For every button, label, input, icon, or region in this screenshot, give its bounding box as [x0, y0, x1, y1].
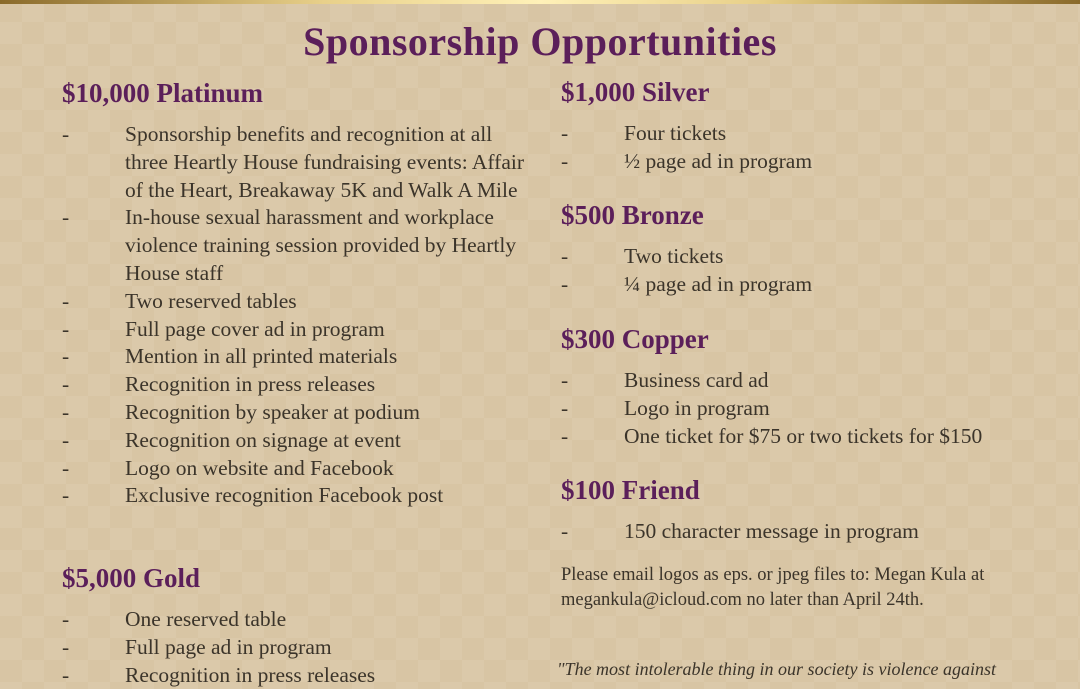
list-item: - Full page ad in program — [62, 634, 532, 662]
dash-bullet: - — [561, 423, 569, 448]
dash-bullet: - — [561, 395, 569, 420]
list-item: - Two tickets — [561, 243, 1061, 271]
list-item: - ½ page ad in program — [561, 148, 1061, 176]
list-item: - Full page cover ad in program — [62, 316, 532, 344]
dash-bullet: - — [561, 519, 569, 543]
list-item: - In-house sexual harassment and workplace violence training session provided by Heartly House staff — [62, 205, 517, 285]
bronze-heading: $500 Bronze — [561, 200, 704, 230]
dash-bullet: - — [62, 607, 70, 631]
list-item: - One ticket for $75 or two tickets for $150 — [561, 423, 1061, 451]
dash-bullet: - — [62, 288, 70, 313]
dash-bullet: - — [62, 205, 70, 230]
dash-bullet: - — [62, 372, 70, 397]
list-item: - Logo in program — [561, 395, 1061, 423]
gold-benefits-list — [62, 606, 532, 689]
list-item: - Sponsorship benefits and recognition at all three Heartly House fundraising events: Affair of the Heart, Breakaway 5K and Walk A Mile — [62, 122, 525, 202]
page-title: Sponsorship Opportunities — [303, 19, 777, 64]
platinum-heading: $10,000 Platinum — [62, 78, 264, 108]
dash-bullet: - — [62, 399, 70, 424]
dash-bullet: - — [561, 271, 569, 296]
dash-bullet: - — [62, 634, 70, 659]
list-item: - Exclusive recognition Facebook post — [62, 482, 532, 510]
platinum-benefits-list — [62, 121, 532, 510]
closing-quote: "The most intolerable thing in our society is violence against — [557, 659, 997, 679]
dash-bullet: - — [62, 662, 70, 687]
list-item: - Recognition on signage at event — [62, 427, 532, 455]
dash-bullet: - — [62, 122, 70, 146]
list-item: - 150 character message in program — [561, 518, 1061, 546]
silver-heading: $1,000 Silver — [561, 77, 710, 107]
dash-bullet: - — [62, 344, 70, 369]
list-item: - Recognition in press releases — [62, 371, 532, 399]
dash-bullet: - — [62, 316, 70, 341]
logo-submission-note: Please email logos as eps. or jpeg files to: Megan Kula at megankula@icloud.com no later than April 24th. — [561, 565, 985, 610]
friend-heading: $100 Friend — [561, 475, 700, 505]
list-item: - ¼ page ad in program — [561, 271, 1061, 299]
friend-benefits-list — [561, 518, 1061, 546]
silver-benefits-list — [561, 120, 1061, 176]
list-item: - Recognition in press releases — [62, 662, 532, 689]
dash-bullet: - — [561, 368, 569, 392]
list-item: - One reserved table — [62, 606, 532, 634]
dash-bullet: - — [62, 483, 70, 508]
dash-bullet: - — [561, 121, 569, 145]
list-item: - Recognition by speaker at podium — [62, 399, 532, 427]
list-item: - Business card ad — [561, 367, 1061, 395]
list-item: - Logo on website and Facebook — [62, 455, 532, 483]
dash-bullet: - — [561, 148, 569, 173]
list-item: - Mention in all printed materials — [62, 343, 532, 371]
dash-bullet: - — [561, 244, 569, 268]
gold-heading: $5,000 Gold — [62, 563, 201, 593]
list-item: - Two reserved tables — [62, 288, 532, 316]
dash-bullet: - — [62, 455, 70, 480]
gold-top-border — [0, 0, 1080, 4]
copper-heading: $300 Copper — [561, 324, 709, 354]
dash-bullet: - — [62, 427, 70, 452]
list-item: - Four tickets — [561, 120, 1061, 148]
bronze-benefits-list — [561, 243, 1061, 299]
copper-benefits-list — [561, 367, 1061, 450]
